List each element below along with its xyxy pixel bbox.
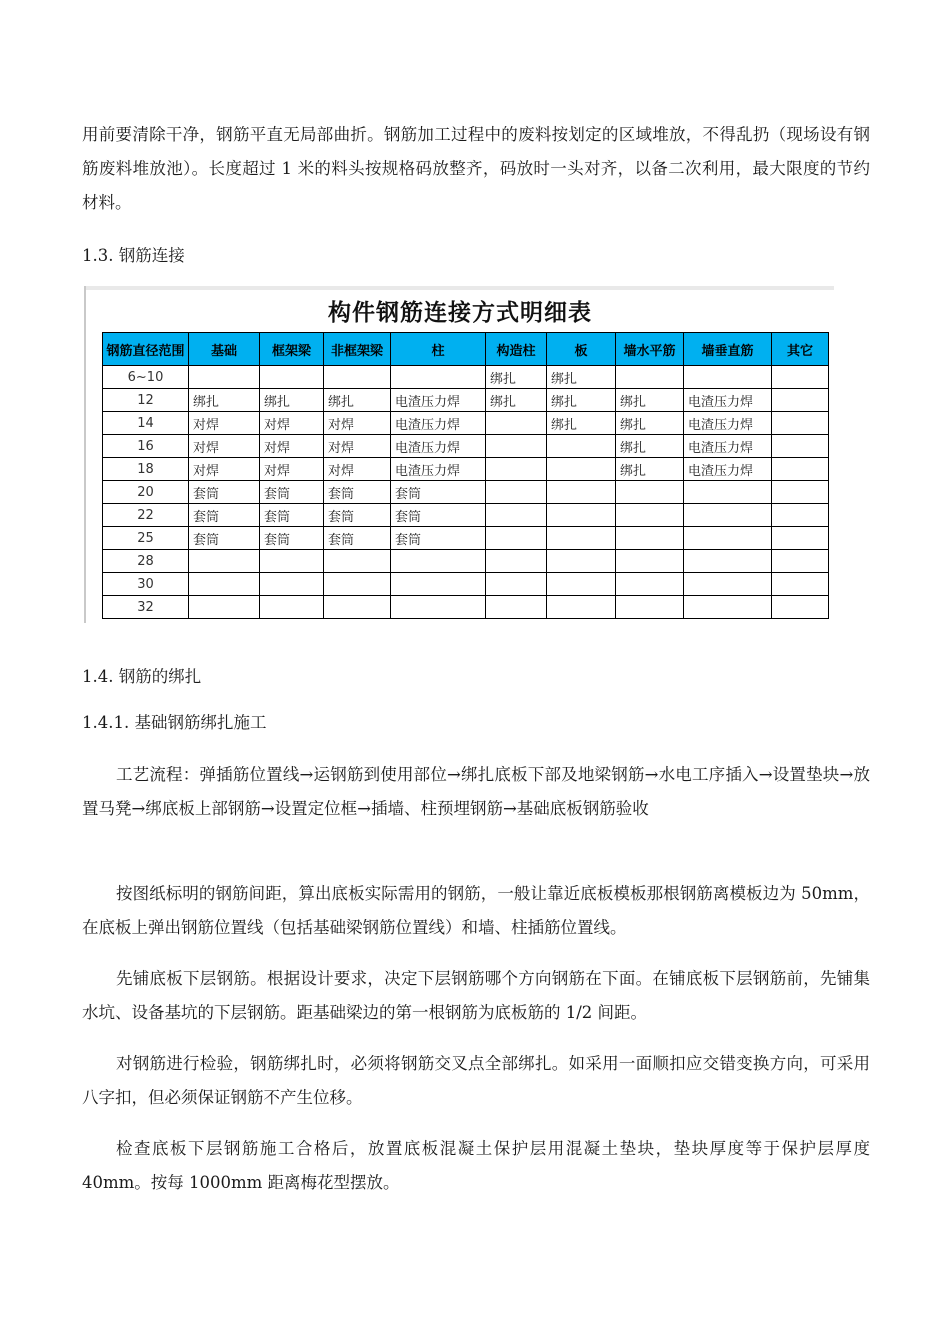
- table-body: [103, 366, 829, 619]
- table-header-cell: 非框架梁: [324, 333, 391, 366]
- table-cell: 对焊: [189, 412, 260, 435]
- table-cell: 电渣压力焊: [684, 458, 772, 481]
- table-row: [103, 458, 829, 481]
- table-cell: [486, 435, 547, 458]
- diameter-cell: 16: [103, 435, 189, 458]
- paragraph-lower-layer: 先铺底板下层钢筋。根据设计要求，决定下层钢筋哪个方向钢筋在下面。在铺底板下层钢筋前，先铺集水坑、设备基坑的下层钢筋。距基础梁边的第一根钢筋为底板筋的 1/2 间距。: [82, 969, 870, 1022]
- table-cell: [391, 573, 486, 596]
- table-cell: 套筒: [260, 481, 324, 504]
- table-cell: [684, 527, 772, 550]
- table-cell: [391, 366, 486, 389]
- table-header-cell: 墙水平筋: [616, 333, 684, 366]
- table-cell: 电渣压力焊: [684, 435, 772, 458]
- table-cell: [324, 596, 391, 619]
- table-cell: [616, 504, 684, 527]
- paragraph-cover-blocks: 检查底板下层钢筋施工合格后，放置底板混凝土保护层用混凝土垫块，垫块厚度等于保护层厚度 40mm。按每 1000mm 距离梅花型摆放。: [82, 1139, 870, 1192]
- table-cell: 绑扎: [616, 435, 684, 458]
- table-cell: 电渣压力焊: [684, 412, 772, 435]
- table-cell: [260, 596, 324, 619]
- diameter-cell: 25: [103, 527, 189, 550]
- table-cell: [324, 366, 391, 389]
- table-cell: [547, 435, 616, 458]
- diameter-cell: 30: [103, 573, 189, 596]
- paragraph-spacing: 按图纸标明的钢筋间距，算出底板实际需用的钢筋，一般让靠近底板模板那根钢筋离模板边为 50mm，在底板上弹出钢筋位置线（包括基础梁钢筋位置线）和墙、柱插筋位置线。: [82, 884, 870, 937]
- table-header-cell: 基础: [189, 333, 260, 366]
- table-header-cell: 板: [547, 333, 616, 366]
- table-cell: 对焊: [189, 435, 260, 458]
- table-row: [103, 596, 829, 619]
- table-cell: 套筒: [324, 504, 391, 527]
- table-cell: [772, 481, 829, 504]
- table-cell: [684, 481, 772, 504]
- table-cell: [486, 412, 547, 435]
- rebar-connection-table: [102, 332, 829, 619]
- table-cell: [772, 389, 829, 412]
- table-cell: [772, 527, 829, 550]
- table-cell: 套筒: [391, 481, 486, 504]
- paragraph-process-flow: 工艺流程：弹插筋位置线→运钢筋到使用部位→绑扎底板下部及地梁钢筋→水电工序插入→设置垫块→放置马凳→绑底板上部钢筋→设置定位框→插墙、柱预埋钢筋→基础底板钢筋验收: [82, 765, 870, 818]
- table-cell: 电渣压力焊: [391, 389, 486, 412]
- table-cell: [684, 366, 772, 389]
- table-cell: [486, 527, 547, 550]
- table-cell: [616, 573, 684, 596]
- table-cell: 电渣压力焊: [391, 435, 486, 458]
- table-cell: [260, 573, 324, 596]
- table-cell: [547, 504, 616, 527]
- table-header-cell: 框架梁: [260, 333, 324, 366]
- table-cell: [324, 550, 391, 573]
- table-cell: [772, 412, 829, 435]
- diameter-cell: 12: [103, 389, 189, 412]
- table-row: [103, 389, 829, 412]
- table-row: [103, 550, 829, 573]
- table-cell: [616, 596, 684, 619]
- table-title: 构件钢筋连接方式明细表: [328, 300, 592, 326]
- table-cell: 对焊: [324, 435, 391, 458]
- table-cell: [486, 573, 547, 596]
- table-row: [103, 412, 829, 435]
- table-cell: [547, 458, 616, 481]
- spreadsheet-top-bar: [86, 286, 834, 290]
- table-cell: [547, 527, 616, 550]
- table-cell: 对焊: [324, 412, 391, 435]
- table-cell: 绑扎: [486, 366, 547, 389]
- section-heading-1-4-1: 1.4.1. 基础钢筋绑扎施工: [82, 713, 267, 732]
- table-cell: [772, 435, 829, 458]
- table-cell: [772, 366, 829, 389]
- table-cell: [486, 550, 547, 573]
- table-cell: 电渣压力焊: [391, 412, 486, 435]
- table-cell: 对焊: [324, 458, 391, 481]
- table-cell: [547, 596, 616, 619]
- table-cell: [486, 481, 547, 504]
- table-cell: [684, 504, 772, 527]
- table-header-cell: 钢筋直径范围: [103, 333, 189, 366]
- table-header-row: [103, 333, 829, 366]
- table-cell: 套筒: [324, 527, 391, 550]
- table-cell: [616, 550, 684, 573]
- table-cell: [547, 550, 616, 573]
- table-cell: [189, 366, 260, 389]
- table-header-cell: 柱: [391, 333, 486, 366]
- section-heading-1-3: 1.3. 钢筋连接: [82, 246, 185, 265]
- table-row: [103, 527, 829, 550]
- table-cell: 套筒: [189, 481, 260, 504]
- table-cell: [189, 573, 260, 596]
- table-cell: 套筒: [324, 481, 391, 504]
- table-cell: 对焊: [260, 458, 324, 481]
- table-cell: 套筒: [189, 504, 260, 527]
- table-cell: [772, 596, 829, 619]
- section-heading-1-4: 1.4. 钢筋的绑扎: [82, 667, 202, 686]
- table-cell: [684, 596, 772, 619]
- table-row: [103, 573, 829, 596]
- table-cell: [772, 458, 829, 481]
- table-cell: 电渣压力焊: [684, 389, 772, 412]
- paragraph-material-saving: 用前要清除干净，钢筋平直无局部曲折。钢筋加工过程中的废料按划定的区域堆放，不得乱扔（现场设有钢筋废料堆放池）。长度超过 1 米的料头按规格码放整齐，码放时一头对齐，以备二次利用，最大限度的节约材料。: [82, 125, 870, 212]
- diameter-cell: 14: [103, 412, 189, 435]
- table-row: [103, 366, 829, 389]
- table-cell: 套筒: [391, 527, 486, 550]
- table-cell: 套筒: [260, 527, 324, 550]
- table-cell: [772, 550, 829, 573]
- table-cell: [486, 504, 547, 527]
- table-header-cell: 构造柱: [486, 333, 547, 366]
- table-cell: [189, 596, 260, 619]
- table-header-cell: 其它: [772, 333, 829, 366]
- table-cell: 电渣压力焊: [391, 458, 486, 481]
- table-cell: 绑扎: [486, 389, 547, 412]
- table-cell: [772, 504, 829, 527]
- table-row: [103, 504, 829, 527]
- table-cell: 绑扎: [616, 458, 684, 481]
- diameter-cell: 18: [103, 458, 189, 481]
- table-cell: [324, 573, 391, 596]
- table-cell: [260, 366, 324, 389]
- table-cell: [547, 573, 616, 596]
- diameter-cell: 28: [103, 550, 189, 573]
- diameter-cell: 6~10: [103, 366, 189, 389]
- table-cell: 对焊: [260, 435, 324, 458]
- table-cell: [684, 550, 772, 573]
- table-cell: 绑扎: [260, 389, 324, 412]
- table-cell: [260, 550, 324, 573]
- table-row: [103, 481, 829, 504]
- diameter-cell: 32: [103, 596, 189, 619]
- table-header-cell: 墙垂直筋: [684, 333, 772, 366]
- table-cell: [616, 481, 684, 504]
- table-cell: 对焊: [260, 412, 324, 435]
- table-cell: [684, 573, 772, 596]
- table-cell: [547, 481, 616, 504]
- table-cell: 绑扎: [189, 389, 260, 412]
- table-cell: 绑扎: [547, 412, 616, 435]
- diameter-cell: 20: [103, 481, 189, 504]
- table-cell: 绑扎: [616, 389, 684, 412]
- table-cell: 绑扎: [324, 389, 391, 412]
- table-cell: 套筒: [260, 504, 324, 527]
- table-cell: 绑扎: [616, 412, 684, 435]
- table-cell: [391, 596, 486, 619]
- table-cell: 绑扎: [547, 366, 616, 389]
- paragraph-inspection: 对钢筋进行检验，钢筋绑扎时，必须将钢筋交叉点全部绑扎。如采用一面顺扣应交错变换方向，可采用八字扣，但必须保证钢筋不产生位移。: [82, 1054, 870, 1107]
- table-cell: [391, 550, 486, 573]
- table-cell: 绑扎: [547, 389, 616, 412]
- table-cell: [189, 550, 260, 573]
- table-cell: [486, 596, 547, 619]
- rebar-connection-table-figure: [84, 286, 834, 623]
- table-cell: [772, 573, 829, 596]
- table-cell: [616, 527, 684, 550]
- diameter-cell: 22: [103, 504, 189, 527]
- table-cell: 套筒: [391, 504, 486, 527]
- table-cell: 套筒: [189, 527, 260, 550]
- table-cell: 对焊: [189, 458, 260, 481]
- table-row: [103, 435, 829, 458]
- table-cell: [616, 366, 684, 389]
- table-cell: [486, 458, 547, 481]
